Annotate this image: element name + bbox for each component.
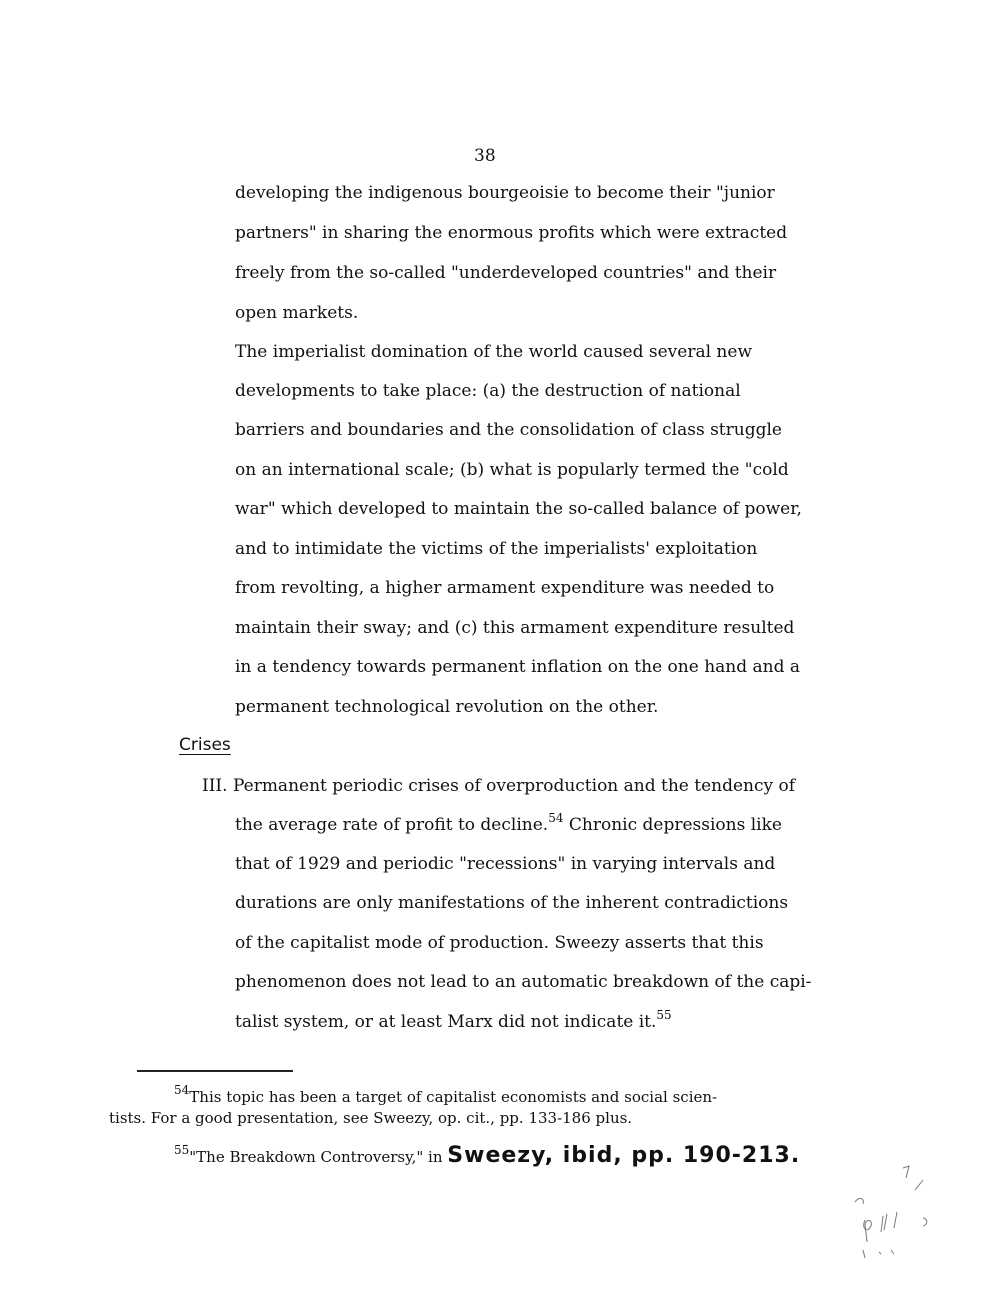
body-line: on an international scale; (b) what is popularly termed the "cold [235, 460, 789, 480]
body-line: The imperialist domination of the world caused several new [235, 342, 752, 362]
section-line: durations are only manifestations of the inherent contradictions [235, 893, 789, 913]
footnote-55 [174, 1143, 801, 1168]
footnote-ref-55: 55 [656, 1008, 672, 1022]
section-line: III. Permanent periodic crises of overproduction and the tendency of [202, 776, 796, 796]
page-number: 38 [474, 146, 496, 166]
footnote-ref-54: 54 [548, 811, 564, 825]
body-line: freely from the so-called "underdeveloped countries" and their [235, 263, 777, 283]
body-line: barriers and boundaries and the consolidation of class struggle [235, 420, 782, 440]
body-line: developments to take place: (a) the destruction of national [235, 381, 741, 401]
footnote-mark: 54 [174, 1083, 190, 1097]
section-line: phenomenon does not lead to an automatic breakdown of the capi- [235, 972, 812, 992]
body-line: from revolting, a higher armament expenditure was needed to [235, 578, 775, 598]
footnote-text: This topic has been a target of capitalist economists and social scien- [189, 1088, 718, 1106]
section-line: that of 1929 and periodic "recessions" in varying intervals and [235, 854, 776, 874]
section-text: Chronic depressions like [568, 815, 782, 835]
body-line: partners" in sharing the enormous profits which were extracted [235, 223, 788, 243]
footnote-54 [174, 1083, 718, 1107]
footnote-divider [137, 1070, 293, 1072]
body-line: permanent technological revolution on the other. [235, 697, 659, 717]
section-text: the average rate of profit to decline. [235, 815, 549, 835]
footnote-text: "The Breakdown Controversy," in [189, 1148, 443, 1166]
body-line: and to intimidate the victims of the imperialists' exploitation [235, 539, 758, 559]
footnote-54-cont: tists. For a good presentation, see Sweezy, op. cit., pp. 133-186 plus. [109, 1109, 633, 1127]
section-line [235, 811, 782, 836]
body-line: war" which developed to maintain the so-called balance of power, [235, 499, 802, 519]
pencil-marks [845, 1160, 965, 1270]
body-line: in a tendency towards permanent inflation on the one hand and a [235, 657, 801, 677]
handwritten-citation: Sweezy, ibid, pp. 190-213. [447, 1143, 801, 1168]
body-line: open markets. [235, 303, 359, 323]
body-line: developing the indigenous bourgeoisie to become their "junior [235, 183, 775, 203]
body-line: maintain their sway; and (c) this armament expenditure resulted [235, 618, 795, 638]
section-text: talist system, or at least Marx did not indicate it. [235, 1012, 657, 1032]
section-line: of the capitalist mode of production. Sweezy asserts that this [235, 933, 764, 953]
section-line [235, 1008, 672, 1033]
section-heading: Crises [179, 735, 231, 755]
footnote-mark: 55 [174, 1143, 190, 1157]
